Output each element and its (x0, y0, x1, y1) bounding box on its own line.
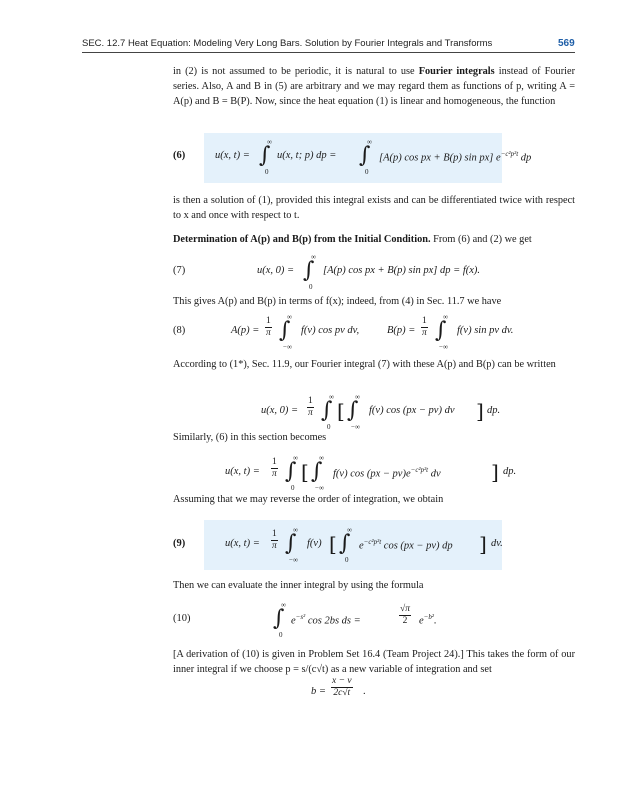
page-number: 569 (558, 38, 575, 49)
paragraph-6: Similarly, (6) in this section becomes (173, 432, 327, 443)
paragraph-8: Then we can evaluate the inner integral by using the formula (173, 580, 424, 591)
equation-6: (6) u(x, t) = ∫ ∞ 0 u(x, t; p) dp = ∫ ∞ 0 [A(p) cos px + B(p) sin px] $e^{-c^2p^2t}$ dp (173, 138, 532, 176)
equation-7: (7) u(x, 0) = ∫ ∞ 0 [A(p) cos px + B(p) sin px] dp = f(x). (173, 253, 481, 291)
paragraph-7: Assuming that we may reverse the order of integration, we obtain (173, 494, 444, 505)
equation-9: (9) u(x, t) = $\frac{1}{\pi}$ ∫ ∞ −∞ f(v) [ ∫ ∞ 0 $e^{-c^2p^2t}$ cos (px − pv) dp ] dv. (173, 526, 503, 564)
equation-ut: u(x, t) = $\frac{1}{\pi}$ ∫ ∞ 0 [ ∫ ∞ −∞ f(v) $\cos (px - pv)e^{-c^2p^2t}$ dv ] dp. (225, 454, 517, 492)
equation-8: (8) A(p) = $\frac{1}{\pi}$ ∫ ∞ −∞ f(v) cos pv dv, B(p) = $\frac{1}{\pi}$ ∫ ∞ −∞ f(v) sin pv dv. (173, 313, 514, 351)
section-title: SEC. 12.7 Heat Equation: Modeling Very Long Bars. Solution by Fourier Integrals and Transforms (82, 38, 493, 49)
paragraph-3: Determination of A(p) and B(p) from the Initial Condition. From (6) and (2) we get (173, 234, 532, 245)
equation-10: (10) ∫ ∞ 0 $e^{-s^2}$ cos 2bs ds = $\frac{√\pi}{2}$ $e^{-b^2}$. (173, 601, 437, 639)
paragraph-1: in (2) is not assumed to be periodic, it is natural to use Fourier integrals instead of Fourier series. Also, A and B in (5) are arbitrary and we may regard them as functions of p, writing A = A(p) and B = B(P). Now, since the heat equation (1) is linear and homogeneous, the function (173, 66, 575, 107)
equation-b: b = $\frac{x - v}{2c√t}$ . (311, 676, 366, 698)
paragraph-4: This gives A(p) and B(p) in terms of f(x); indeed, from (4) in Sec. 11.7 we have (173, 296, 502, 307)
equation-u0: u(x, 0) = $\frac{1}{\pi}$ ∫ ∞ 0 [ ∫ ∞ −∞ f(v) cos (px − pv) dv ] dp. (261, 393, 501, 431)
header-rule (82, 52, 575, 53)
paragraph-5: According to (1*), Sec. 11.9, our Fourier integral (7) with these A(p) and B(p) can be written (173, 359, 556, 370)
paragraph-9: [A derivation of (10) is given in Problem Set 16.4 (Team Project 24).] This takes the form of our inner integral if we choose p = s/(c√t) as a new variable of integration and set (173, 649, 575, 675)
paragraph-2: is then a solution of (1), provided this integral exists and can be differentiated twice with respect to x and once with respect to t. (173, 195, 575, 221)
